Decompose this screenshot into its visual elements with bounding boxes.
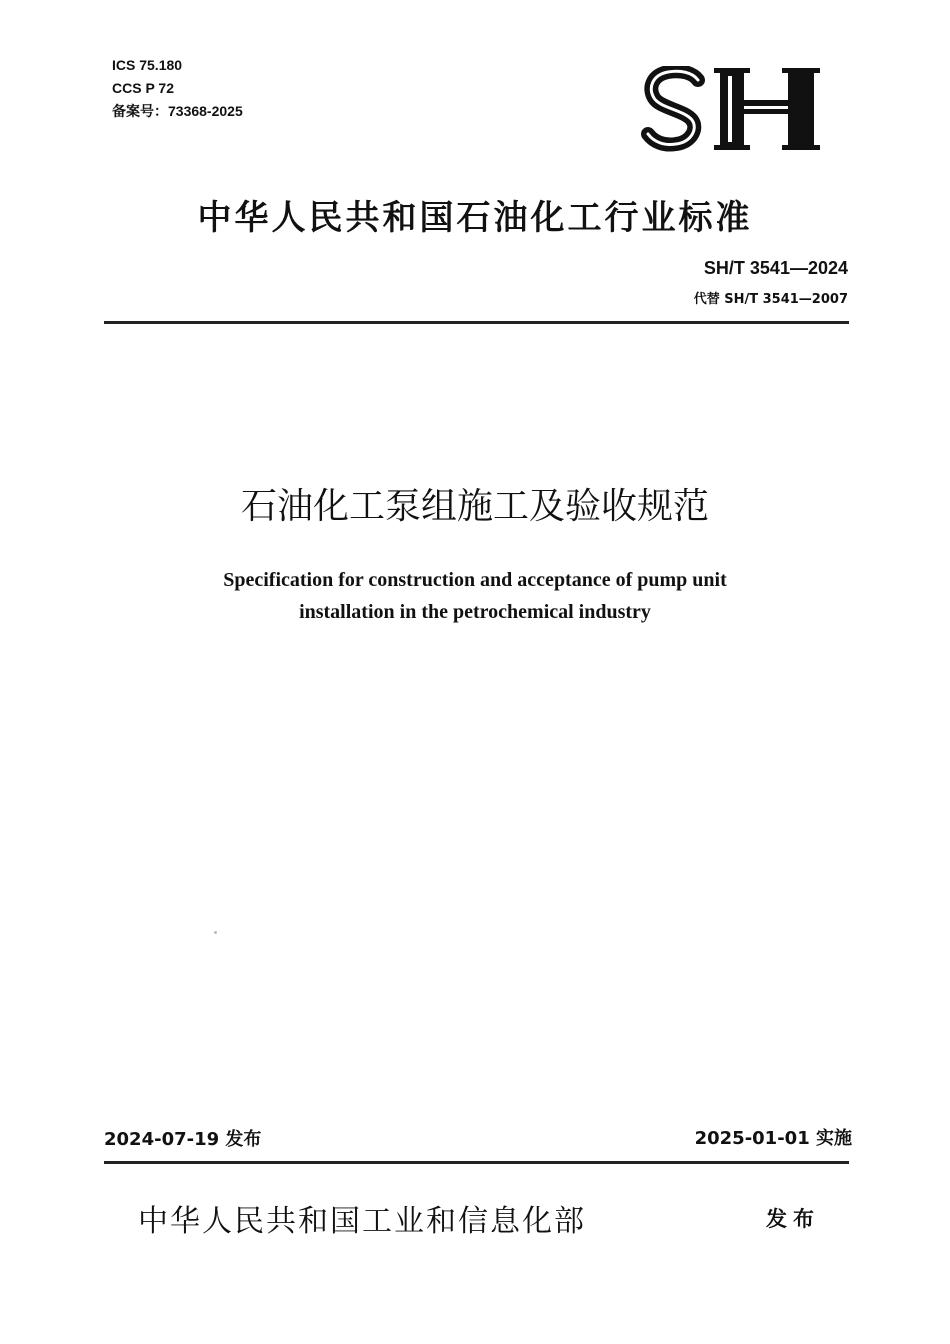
top-divider [104,321,849,324]
ccs-code: CCS P 72 [112,80,174,96]
scan-speck [214,931,217,934]
standard-meta [112,54,243,123]
bottom-divider [104,1161,849,1164]
publish-date: 2024-07-19 发布 [104,1129,262,1150]
sh-logo [640,66,830,152]
issued-label: 发布 [766,1207,820,1231]
ics-code: ICS 75.180 [112,57,183,73]
chinese-title: 石油化工泵组施工及验收规范 [240,486,709,527]
english-title-line-2: installation in the petrochemical industry [299,601,651,623]
issuing-authority: 中华人民共和国工业和信息化部 [138,1204,586,1239]
standard-number: SH/T 3541—2024 [703,258,848,278]
filing-number: 备案号：73368-2025 [112,103,243,119]
industry-standard-title: 中华人民共和国石油化工行业标准 [197,198,753,238]
effective-date: 2025-01-01 实施 [694,1128,852,1149]
english-title-line-1: Specification for construction and acceptance of pump unit [223,569,727,591]
english-title [0,564,950,628]
replaces-standard: 代替 SH/T 3541—2007 [693,292,848,307]
